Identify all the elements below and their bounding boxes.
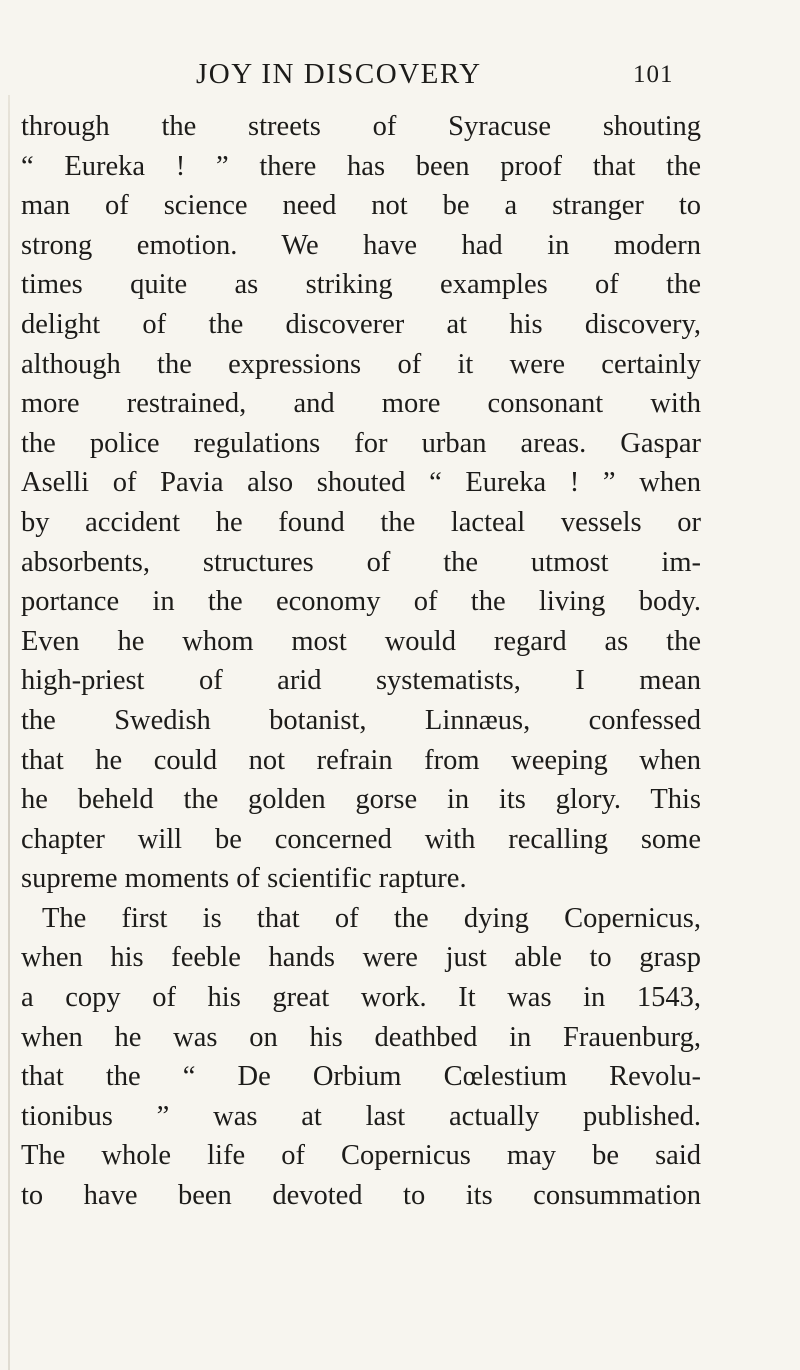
page-edge-shadow [8,95,10,1370]
text-line: Even he whom most would regard as the [21,625,701,657]
text-line: Aselli of Pavia also shouted “ Eureka ! ” when [21,467,701,499]
text-line: that the “ De Orbium Cœlestium Revolu- [21,1061,701,1093]
text-line: chapter will be concerned with recalling some [21,823,701,855]
text-line: the police regulations for urban areas. Gaspar [21,427,701,459]
running-head [0,52,800,96]
text-line: man of science need not be a stranger to [21,190,701,222]
page-number: 101 [633,61,674,88]
running-title: JOY IN DISCOVERY [196,58,482,90]
text-line: times quite as striking examples of the [21,269,701,301]
text-line: a copy of his great work. It was in 1543, [21,982,701,1014]
body-text [21,107,701,1216]
text-line: although the expressions of it were certainly [21,348,701,380]
text-line: tionibus ” was at last actually published. [21,1100,701,1132]
text-line: the Swedish botanist, Linnæus, confessed [21,704,701,736]
text-line: strong emotion. We have had in modern [21,229,701,261]
text-line: supreme moments of scientific rapture. [21,863,467,895]
text-line: “ Eureka ! ” there has been proof that the [21,150,701,182]
text-line: through the streets of Syracuse shouting [21,111,701,142]
text-line: The whole life of Copernicus may be said [21,1140,701,1172]
text-line: when he was on his deathbed in Frauenburg, [21,1021,701,1053]
text-line: when his feeble hands were just able to grasp [21,942,701,974]
text-line: more restrained, and more consonant with [21,388,701,420]
text-line: portance in the economy of the living body. [21,586,701,618]
text-line: to have been devoted to its consummation [21,1180,701,1212]
text-line: he beheld the golden gorse in its glory. This [21,784,701,816]
text-line: The first is that of the dying Copernicus, [42,902,701,934]
text-line: by accident he found the lacteal vessels or [21,506,701,538]
text-line: high-priest of arid systematists, I mean [21,665,701,697]
text-line: absorbents, structures of the utmost im- [21,546,701,578]
text-line: that he could not refrain from weeping when [21,744,701,776]
text-line: delight of the discoverer at his discovery, [21,308,701,340]
